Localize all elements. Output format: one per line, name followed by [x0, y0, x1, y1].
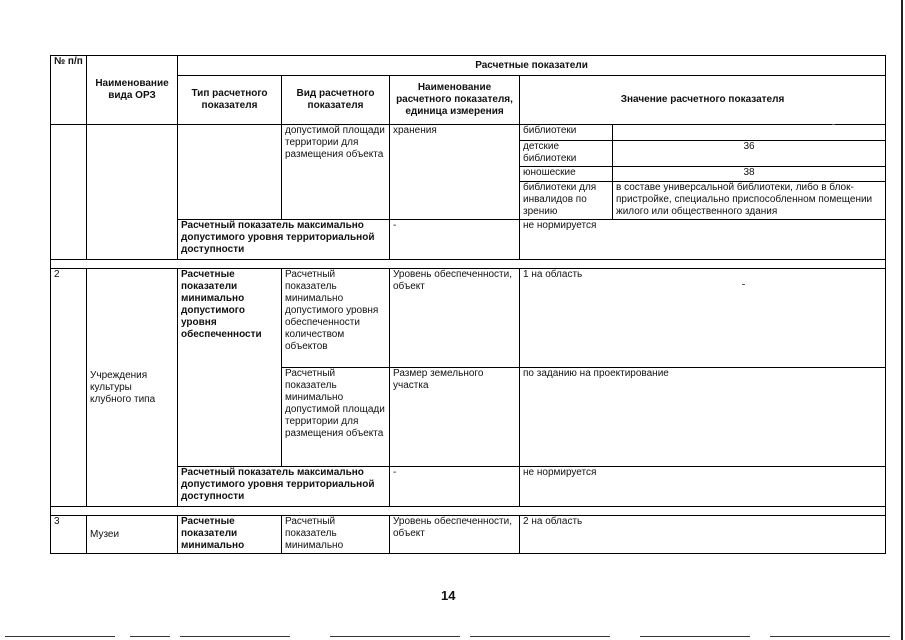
cont-row-label: детские библиотеки — [520, 141, 613, 167]
row3 — [51, 516, 886, 554]
cont-row-label: юношеские — [520, 167, 613, 182]
row2-kind1: Расчетный показатель минимально допустимого уровня обеспеченности количеством объектов — [282, 269, 390, 368]
indicators-table — [50, 55, 886, 554]
row2-value1: 1 на область — [520, 269, 886, 368]
row2-unit2: Размер земельного участка — [390, 368, 520, 467]
cont-row-value: 38 — [613, 167, 886, 182]
header-num: № п/п — [51, 56, 87, 125]
scan-speck — [832, 124, 835, 125]
row2-sub1 — [51, 269, 886, 368]
cont-row-value: 36 — [613, 141, 886, 167]
cont-name-cell — [87, 125, 178, 260]
spacer-row — [51, 260, 886, 269]
row2-unit1: Уровень обеспеченности, объект — [390, 269, 520, 368]
cont-row-value — [613, 125, 886, 141]
row2-access-unit: - — [390, 467, 520, 507]
header-type: Тип расчетного показателя — [178, 76, 282, 125]
cont-unit: хранения — [390, 125, 520, 220]
cont-access-value: не нормируется — [520, 220, 886, 260]
row2-access-value: не нормируется — [520, 467, 886, 507]
page-number: 14 — [441, 588, 456, 603]
cont-row-label: библиотеки для инвалидов по зрению — [520, 182, 613, 220]
scan-speck — [742, 284, 745, 285]
header-value: Значение расчетного показателя — [520, 76, 886, 125]
row2-num: 2 — [51, 269, 87, 507]
continuation-row-1 — [51, 125, 886, 141]
scan-edge-right — [901, 0, 903, 640]
header-unit: Наименование расчетного показателя, единица измерения — [390, 76, 520, 125]
row3-name: Музеи — [87, 516, 178, 554]
scan-edge-bottom — [5, 636, 115, 637]
row3-value: 2 на область — [520, 516, 886, 554]
header-kind: Вид расчетного показателя — [282, 76, 390, 125]
row2-access-type: Расчетный показатель максимально допустимого уровня территориальной доступности — [178, 467, 390, 507]
cont-row-value: в составе универсальной библиотеки, либо в блок-пристройке, специально приспособленном помещении жилого или общественного здания — [613, 182, 886, 220]
header-row-1 — [51, 56, 886, 76]
header-name: Наименование вида ОРЗ — [87, 56, 178, 125]
cont-row-label: библиотеки — [520, 125, 613, 141]
row2-name: Учреждения культуры клубного типа — [87, 269, 178, 507]
cont-type-cell — [178, 125, 282, 220]
row2-value2: по заданию на проектирование — [520, 368, 886, 467]
row3-num: 3 — [51, 516, 87, 554]
row3-unit: Уровень обеспеченности, объект — [390, 516, 520, 554]
header-group: Расчетные показатели — [178, 56, 886, 76]
row2-kind2: Расчетный показатель минимально допустимой площади территории для размещения объекта — [282, 368, 390, 467]
row2-type: Расчетные показатели минимально допустимого уровня обеспеченности — [178, 269, 282, 467]
row3-type: Расчетные показатели минимально — [178, 516, 282, 554]
spacer-row — [51, 507, 886, 516]
cont-kind: допустимой площади территории для размещения объекта — [282, 125, 390, 220]
cont-access-type: Расчетный показатель максимально допустимого уровня территориальной доступности — [178, 220, 390, 260]
row3-kind: Расчетный показатель минимально — [282, 516, 390, 554]
cont-access-unit: - — [390, 220, 520, 260]
cont-num-cell — [51, 125, 87, 260]
